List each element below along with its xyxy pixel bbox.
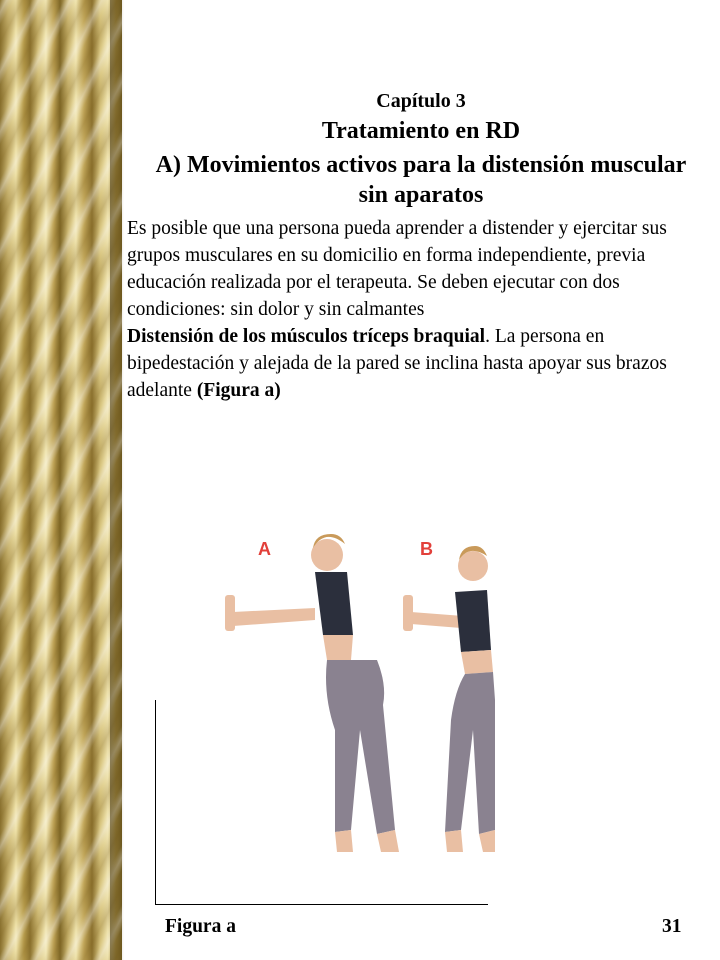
triceps-description: . La persona en bipedestación y alejada de la pared se inclina hasta apoyar sus brazos adelante xyxy=(127,326,667,401)
triceps-heading: Distensión de los músculos tríceps braquial xyxy=(127,326,486,347)
decorative-gold-border xyxy=(0,0,122,960)
panel-a-top xyxy=(315,572,353,635)
panel-b-arm xyxy=(411,612,463,628)
chapter-label: Capítulo 3 xyxy=(376,90,466,112)
panel-b-label: B xyxy=(420,539,433,559)
panel-a-pants xyxy=(326,660,395,834)
figure-reference: (Figura a) xyxy=(196,380,281,401)
paragraph-triceps xyxy=(127,323,707,404)
panel-b-top xyxy=(455,590,491,652)
panel-a-feet xyxy=(335,830,399,852)
panel-a-label: A xyxy=(258,539,271,559)
panel-b-feet xyxy=(445,830,495,852)
paragraph-intro: Es posible que una persona pueda aprender a distender y ejercitar sus grupos musculares en su domicilio en forma independiente, previa educación realizada por el terapeuta. Se deben ejecutar con dos condiciones: sin dolor y sin calmantes xyxy=(127,218,667,320)
figure-caption: Figura a xyxy=(165,916,236,937)
panel-b-pants xyxy=(445,672,495,834)
panel-a-arm xyxy=(233,608,315,626)
body-text xyxy=(127,215,707,404)
figure-panel-a xyxy=(225,534,399,852)
figure-panel-b xyxy=(403,539,495,852)
section-subtitle: A) Movimientos activos para la distensión muscular sin aparatos xyxy=(155,152,687,208)
figure-frame-bottom xyxy=(155,904,488,905)
panel-a-waist xyxy=(323,635,353,660)
page-title: Tratamiento en RD xyxy=(321,118,521,144)
panel-b-waist xyxy=(461,650,493,674)
page-number: 31 xyxy=(662,916,682,937)
figure-frame-left xyxy=(155,700,156,905)
figure-illustration xyxy=(155,500,495,906)
